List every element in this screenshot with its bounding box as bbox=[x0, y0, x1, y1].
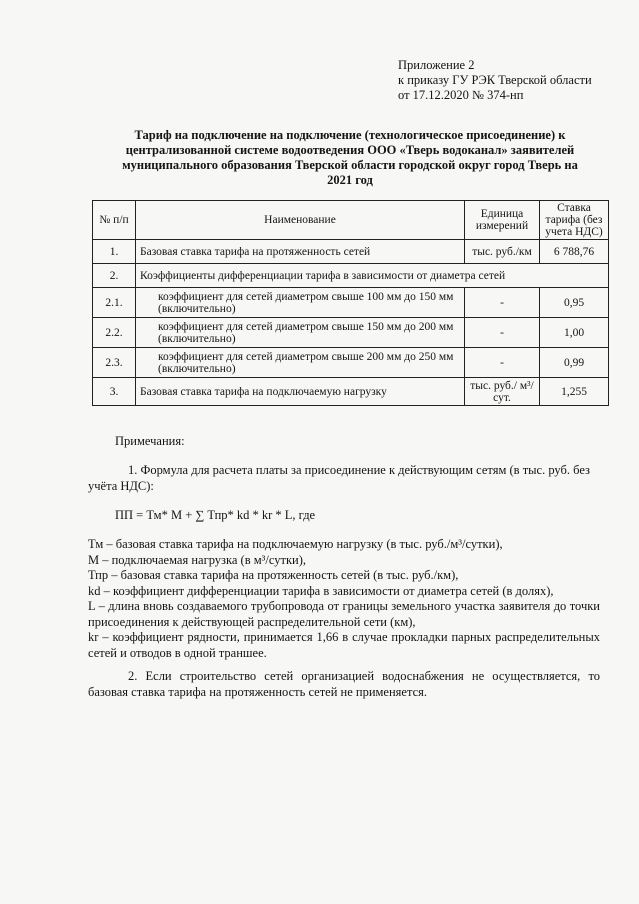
row-name: Базовая ставка тарифа на протяженность сетей bbox=[136, 240, 465, 264]
appendix-line: от 17.12.2020 № 374-нп bbox=[398, 88, 524, 102]
definition-item: kr – коэффициент рядности, принимается 1,66 в случае прокладки парных распределительных сетей и отводов в одной траншее. bbox=[88, 630, 600, 660]
definition-item: kd – коэффициент дифференциации тарифа в зависимости от диаметра сетей (в долях), bbox=[88, 583, 554, 598]
definition-item: Тпр – базовая ставка тарифа на протяженность сетей (в тыс. руб./км), bbox=[88, 568, 459, 582]
row-unit: - bbox=[465, 318, 540, 348]
row-num: 1. bbox=[93, 240, 136, 264]
row-name: коэффициент для сетей диаметром свыше 150 мм до 200 мм (включительно) bbox=[136, 318, 465, 348]
row-value: 1,00 bbox=[540, 318, 609, 348]
formula-definitions bbox=[88, 537, 600, 661]
row-unit: тыс. руб./ м³/сут. bbox=[465, 378, 540, 406]
note-paragraph-1: 1. Формула для расчета платы за присоединение к действующим сетям (в тыс. руб. без учёта НДС): bbox=[88, 463, 590, 493]
row-name: коэффициент для сетей диаметром свыше 200 мм до 250 мм (включительно) bbox=[136, 348, 465, 378]
table-row bbox=[93, 264, 609, 288]
row-value: 0,95 bbox=[540, 288, 609, 318]
row-value: 1,255 bbox=[540, 378, 609, 406]
row-unit: - bbox=[465, 288, 540, 318]
row-name: Базовая ставка тарифа на подключаемую нагрузку bbox=[136, 378, 465, 406]
table-row bbox=[93, 378, 609, 406]
table-row bbox=[93, 348, 609, 378]
row-num: 2.2. bbox=[93, 318, 136, 348]
row-num: 3. bbox=[93, 378, 136, 406]
header-unit: Единица измерений bbox=[465, 201, 540, 240]
appendix-line: Приложение 2 bbox=[398, 58, 475, 72]
appendix-header bbox=[398, 58, 592, 103]
row-num: 2. bbox=[93, 264, 136, 288]
definition-item: Тм – базовая ставка тарифа на подключаемую нагрузку (в тыс. руб./м³/сутки), bbox=[88, 537, 503, 551]
definition-item: М – подключаемая нагрузка (в м³/сутки), bbox=[88, 552, 307, 567]
header-num: № п/п bbox=[93, 201, 136, 240]
note-paragraph-2: 2. Если строительство сетей организацией водоснабжения не осуществляется, то базовая ставка тарифа на протяженность сетей не применяется. bbox=[88, 669, 600, 699]
row-value: 6 788,76 bbox=[540, 240, 609, 264]
table-row bbox=[93, 240, 609, 264]
tariff-table bbox=[92, 200, 609, 406]
definition-item: L – длина вновь создаваемого трубопровода от границы земельного участка заявителя до точки присоединения к действующей распределительной сети (км), bbox=[88, 599, 600, 629]
row-name: коэффициент для сетей диаметром свыше 100 мм до 150 мм (включительно) bbox=[136, 288, 465, 318]
table-row bbox=[93, 288, 609, 318]
table-header-row bbox=[93, 201, 609, 240]
notes-heading: Примечания: bbox=[115, 434, 185, 448]
row-num: 2.3. bbox=[93, 348, 136, 378]
row-name: Коэффициенты дифференциации тарифа в зависимости от диаметра сетей bbox=[136, 264, 609, 288]
row-num: 2.1. bbox=[93, 288, 136, 318]
header-rate: Ставка тарифа (без учета НДС) bbox=[540, 201, 609, 240]
row-unit: тыс. руб./км bbox=[465, 240, 540, 264]
row-value: 0,99 bbox=[540, 348, 609, 378]
row-unit: - bbox=[465, 348, 540, 378]
table-row bbox=[93, 318, 609, 348]
fee-formula: ПП = Тм* М + ∑ Тпр* kd * kr * L, где bbox=[115, 508, 316, 522]
document-title: Тариф на подключение на подключение (технологическое присоединение) к централизованной системе водоотведения ООО «Тверь водоканал» заявителей муниципального образования Тверской области городской округ город Тверь на 2021 год bbox=[122, 128, 578, 187]
header-name: Наименование bbox=[136, 201, 465, 240]
appendix-line: к приказу ГУ РЭК Тверской области bbox=[398, 73, 592, 87]
